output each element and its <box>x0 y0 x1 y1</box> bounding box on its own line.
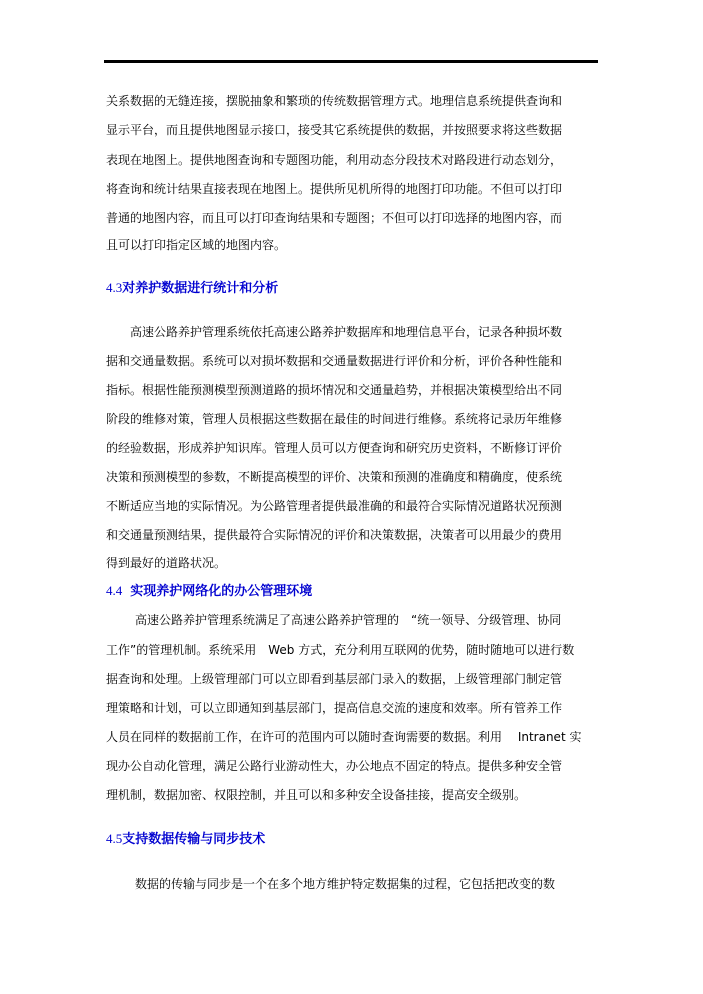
intro-line: 表现在地图上。提供地图查询和专题图功能，利用动态分段技术对路段进行动态划分， <box>106 153 563 167</box>
paragraph-line: 工作”的管理机制。系统采用 Web 方式，充分利用互联网的优势，随时随地可以进行数 <box>106 643 575 657</box>
section-number: 4.5 <box>106 831 123 846</box>
section-heading-4-4 <box>106 580 312 599</box>
section-number: 4.4 <box>106 583 123 598</box>
intro-line: 且可以打印指定区域的地图内容。 <box>106 238 287 252</box>
section-number: 4.3 <box>106 280 123 295</box>
paragraph-line: 数据的传输与同步是一个在多个地方维护特定数据集的过程，它包括把改变的数 <box>135 877 556 891</box>
intro-line: 普通的地图内容，而且可以打印查询结果和专题图；不但可以打印选择的地图内容，而 <box>106 211 563 225</box>
paragraph-line: 阶段的维修对策，管理人员根据这些数据在最佳的时间进行维修。系统将记录历年维修 <box>106 412 563 426</box>
paragraph-line: 不断适应当地的实际情况。为公路管理者提供最准确的和最符合实际情况道路状况预测 <box>106 499 563 513</box>
paragraph-line: 决策和预测模型的参数，不断提高模型的评价、决策和预测的准确度和精确度，使系统 <box>106 470 563 484</box>
paragraph-line: 人员在同样的数据前工作，在许可的范围内可以随时查询需要的数据。利用 Intranet 实 <box>106 730 582 744</box>
section-heading-4-3 <box>106 277 278 296</box>
paragraph-line: 高速公路养护管理系统依托高速公路养护数据库和地理信息平台，记录各种损坏数 <box>130 325 563 339</box>
section-heading-4-5 <box>106 828 265 847</box>
section-title: 实现养护网络化的办公管理环境 <box>130 584 313 599</box>
intro-line: 将查询和统计结果直接表现在地图上。提供所见机所得的地图打印功能。不但可以打印 <box>106 182 563 196</box>
paragraph-line: 现办公自动化管理，满足公路行业游动性大，办公地点不固定的特点。提供多种安全管 <box>106 759 563 773</box>
paragraph-line: 的经验数据，形成养护知识库。管理人员可以方便查询和研究历史资料，不断修订评价 <box>106 441 563 455</box>
paragraph-line: 指标。根据性能预测模型预测道路的损坏情况和交通量趋势，并根据决策模型给出不同 <box>106 383 563 397</box>
section-title: 支持数据传输与同步技术 <box>122 832 266 847</box>
intro-line: 显示平台，而且提供地图显示接口，接受其它系统提供的数据，并按照要求将这些数据 <box>106 123 563 137</box>
paragraph-line: 和交通量预测结果，提供最符合实际情况的评价和决策数据，决策者可以用最少的费用 <box>106 528 563 542</box>
section-title: 对养护数据进行统计和分析 <box>122 281 279 296</box>
paragraph-line: 得到最好的道路状况。 <box>106 556 227 570</box>
paragraph-line: 理策略和计划，可以立即通知到基层部门，提高信息交流的速度和效率。所有管养工作 <box>106 701 563 715</box>
paragraph-line: 据和交通量数据。系统可以对损坏数据和交通量数据进行评价和分析，评价各种性能和 <box>106 354 563 368</box>
header-rule <box>104 60 598 63</box>
paragraph-line: 据查询和处理。上级管理部门可以立即看到基层部门录入的数据，上级管理部门制定管 <box>106 672 563 686</box>
paragraph-line: 高速公路养护管理系统满足了高速公路养护管理的 “统一领导、分级管理、协同 <box>135 613 562 627</box>
paragraph-line: 理机制，数据加密、权限控制，并且可以和多种安全设备挂接，提高安全级别。 <box>106 788 527 802</box>
intro-line: 关系数据的无缝连接，摆脱抽象和繁琐的传统数据管理方式。地理信息系统提供查询和 <box>106 94 563 108</box>
